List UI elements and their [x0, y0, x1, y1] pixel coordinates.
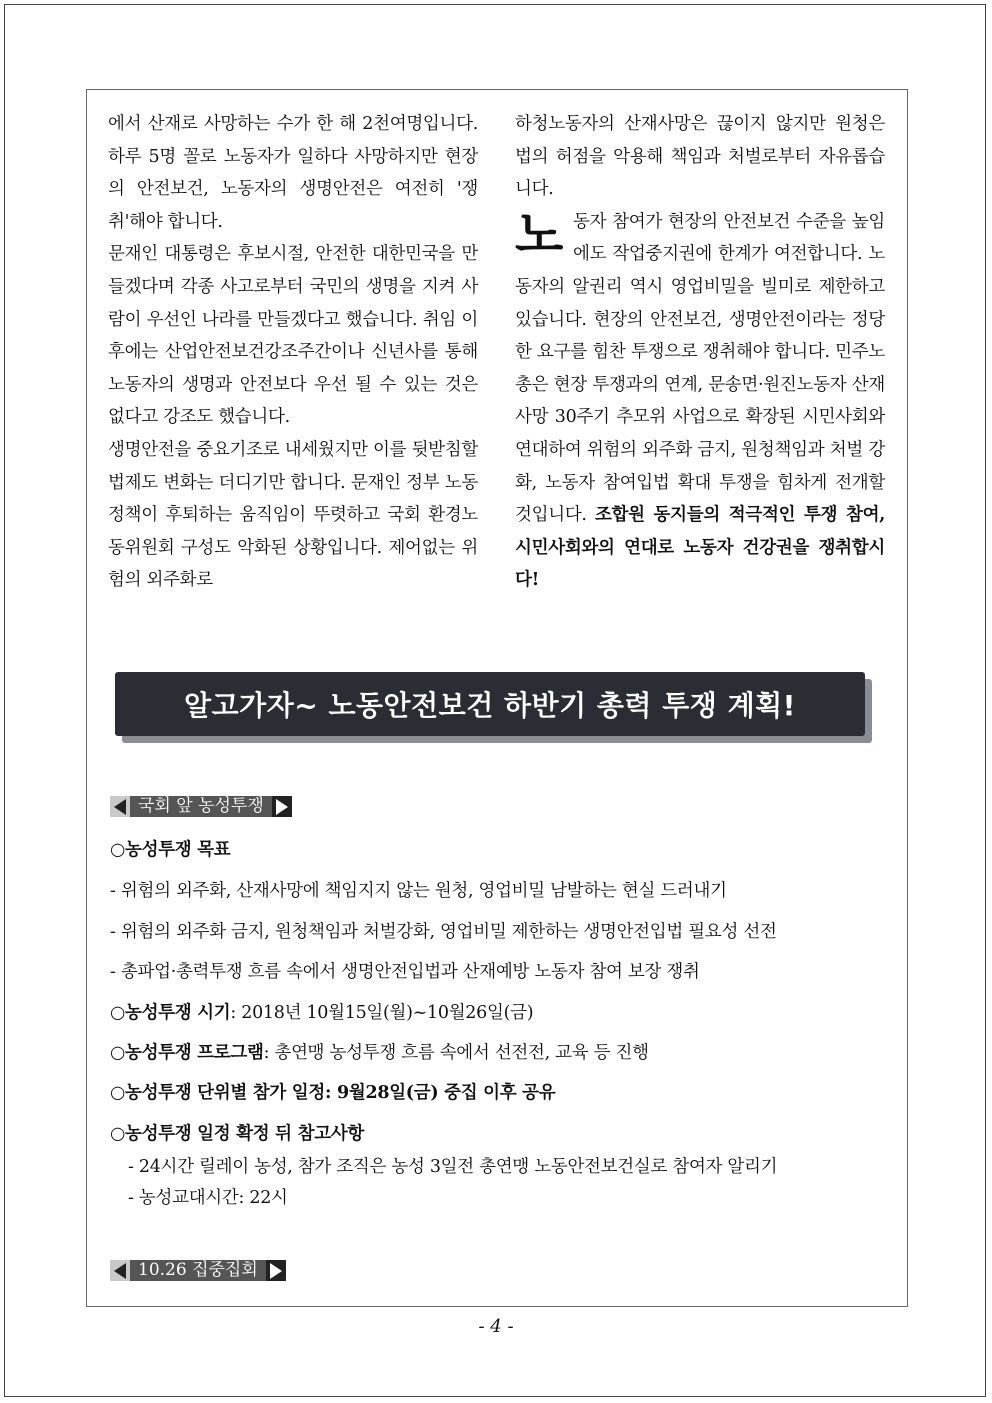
page-number: - 4 - [478, 1316, 514, 1337]
program-value: : 총연맹 농성투쟁 흐름 속에서 선전전, 교육 등 진행 [263, 1043, 649, 1063]
tag-right-box [272, 796, 292, 817]
arrow-left-icon [114, 799, 126, 815]
goal-item-1: - 위험의 외주화, 산재사망에 책임지지 않는 원청, 영업비밀 남발하는 현실 드러내기 [110, 881, 727, 901]
dropcap: 노 [515, 204, 563, 264]
schedule-label: ○농성투쟁 단위별 참가 일정 [110, 1083, 326, 1103]
left-paragraph-1: 에서 산재로 사망하는 수가 한 해 2천여명입니다. 하루 5명 꼴로 노동자가 일하다 사망하지만 현장의 안전보건, 노동자의 생명안전은 여전히 '쟁취'해야 합니다. [108, 114, 478, 232]
tag-national-assembly [110, 796, 292, 817]
period-line [110, 999, 890, 1024]
arrow-right-icon [276, 799, 288, 815]
schedule-line [110, 1079, 890, 1104]
right-paragraph-2-bold: 조합원 동지들의 적극적인 투쟁 참여, 시민사회와의 연대로 노동자 건강권을 쟁취합시다! [515, 505, 885, 591]
goal-item-3: - 총파업·총력투쟁 흐름 속에서 생명안전입법과 산재예방 노동자 참여 보장 쟁취 [110, 962, 700, 982]
notes-item-1: - 24시간 릴레이 농성, 참가 조직은 농성 3일전 총연맹 노동안전보건실로 참여자 알리기 [128, 1157, 778, 1177]
goal-title: ○농성투쟁 목표 [110, 840, 231, 860]
notes-title: ○농성투쟁 일정 확정 뒤 참고사항 [110, 1124, 365, 1144]
right-column [515, 108, 885, 597]
goal-item-2: - 위험의 외주화 금지, 원청책임과 처벌강화, 영업비밀 제한하는 생명안전입법 필요성 선전 [110, 922, 777, 942]
right-paragraph-1: 하청노동자의 산재사망은 끊이지 않지만 원청은 법의 허점을 악용해 책임과 처벌로부터 자유롭습니다. [515, 114, 885, 200]
tag-rally [110, 1260, 286, 1281]
tag-label: 국회 앞 농성투쟁 [130, 796, 272, 817]
right-paragraph-2-text: 동자 참여가 현장의 안전보건 수준을 높임에도 작업중지권에 한계가 여전합니다. 노동자의 알권리 역시 영업비밀을 빌미로 제한하고 있습니다. 현장의 안전보건, 생명안전이라는 정당한 요구를 힘찬 투쟁으로 쟁취해야 합니다. 민주노총은 현장 투쟁과의 연계, 문송면·원진노동자 산재사망 30주기 추모위 사업으로 확장된 시민사회와 연대하여 위험의 외주화 금지, 원청책임과 처벌 강화, 노동자 참여입법 확대 투쟁을 힘차게 전개할 것입니다. [515, 211, 885, 526]
left-column [108, 108, 478, 597]
tag-right-box [266, 1260, 286, 1281]
right-paragraph-2 [515, 206, 885, 597]
program-label: ○농성투쟁 프로그램 [110, 1043, 264, 1063]
period-value: : 2018년 10월15일(월)~10월26일(금) [230, 1003, 534, 1023]
left-paragraph-2: 문재인 대통령은 후보시절, 안전한 대한민국을 만들겠다며 각종 사고로부터 국민의 생명을 지켜 사람이 우선인 나라를 만들겠다고 했습니다. 취임 이후에는 산업안전보건강조주간이나 신년사를 통해 노동자의 생명과 안전보다 우선 될 수 있는 것은 없다고 강조도 했습니다. [108, 244, 478, 428]
period-label: ○농성투쟁 시기 [110, 1003, 231, 1023]
tag-left-box [110, 1260, 130, 1281]
notes-item-2: - 농성교대시간: 22시 [128, 1188, 288, 1208]
arrow-left-icon [114, 1263, 126, 1279]
program-line [110, 1039, 890, 1064]
section-banner: 알고가자~ 노동안전보건 하반기 총력 투쟁 계획! [115, 672, 865, 736]
tag-label: 10.26 집중집회 [130, 1260, 266, 1281]
left-paragraph-3: 생명안전을 중요기조로 내세웠지만 이를 뒷받침할 법제도 변화는 더디기만 합니다. 문재인 정부 노동정책이 후퇴하는 움직임이 뚜렷하고 국회 환경노동위원회 구성도 악화된 상황입니다. 제어없는 위험의 외주화로 [108, 439, 478, 591]
arrow-right-icon [270, 1263, 282, 1279]
tag-left-box [110, 796, 130, 817]
schedule-value: : 9월28일(금) 중집 이후 공유 [325, 1083, 556, 1103]
